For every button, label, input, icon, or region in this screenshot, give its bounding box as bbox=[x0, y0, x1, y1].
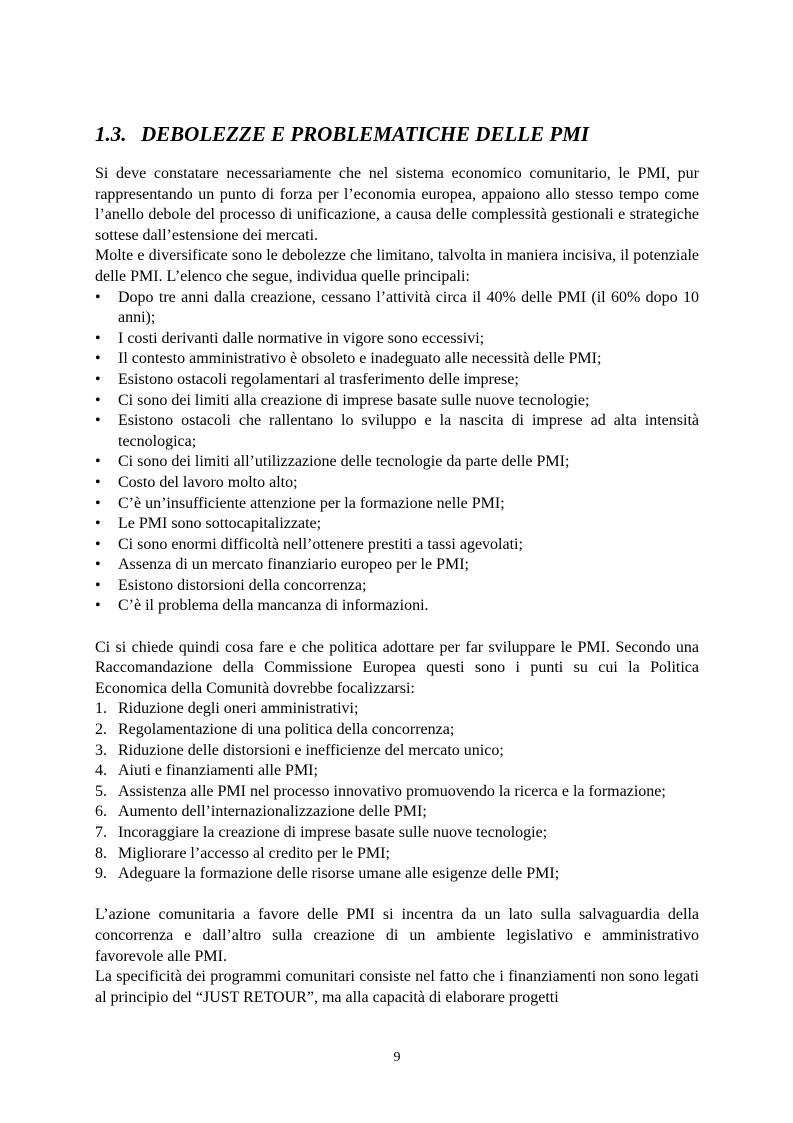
list-item bbox=[95, 844, 699, 865]
list-item bbox=[95, 555, 699, 576]
list-item bbox=[95, 494, 699, 515]
list-item bbox=[95, 370, 699, 391]
bullet-marker: • bbox=[95, 370, 101, 388]
bullet-marker: • bbox=[95, 556, 101, 574]
list-item bbox=[95, 576, 699, 597]
list-item-text: Adeguare la formazione delle risorse umane alle esigenze delle PMI; bbox=[118, 865, 560, 883]
list-item bbox=[95, 864, 699, 885]
list-item bbox=[95, 535, 699, 556]
list-item bbox=[95, 329, 699, 350]
bullet-marker: • bbox=[95, 473, 101, 491]
list-item-number: 4. bbox=[95, 762, 107, 780]
list-item-text: Assenza di un mercato finanziario europeo per le PMI; bbox=[118, 556, 469, 574]
list-item-text: Le PMI sono sottocapitalizzate; bbox=[118, 515, 322, 533]
list-item-number: 6. bbox=[95, 803, 107, 821]
closing-paragraph-1: L’azione comunitaria a favore delle PMI si incentra da un lato sulla salvaguardia della concorrenza e dall’altro sulla creazione di un ambiente legislativo e amministrativo favorevole alle PMI. bbox=[95, 906, 699, 965]
list-item-text: Esistono ostacoli regolamentari al trasferimento delle imprese; bbox=[118, 370, 519, 388]
bullet-marker: • bbox=[95, 494, 101, 512]
list-item bbox=[95, 741, 699, 762]
list-item bbox=[95, 349, 699, 370]
list-item-text: C’è il problema della mancanza di informazioni. bbox=[118, 597, 429, 615]
section-heading bbox=[95, 120, 699, 148]
list-item-number: 3. bbox=[95, 741, 107, 759]
list-item bbox=[95, 823, 699, 844]
list-item-text: Dopo tre anni dalla creazione, cessano l’attività circa il 40% delle PMI (il 60% dopo 10 anni); bbox=[118, 288, 699, 327]
list-item bbox=[95, 473, 699, 494]
list-item-number: 1. bbox=[95, 700, 107, 718]
list-item bbox=[95, 782, 699, 803]
list-item bbox=[95, 761, 699, 782]
list-item-text: Riduzione delle distorsioni e inefficienze del mercato unico; bbox=[118, 741, 504, 759]
intro-paragraph-1: Si deve constatare necessariamente che nel sistema economico comunitario, le PMI, pur rappresentando un punto di forza per l’economia europea, appaiono allo stesso tempo come l’anello debole del processo di unificazione, a causa delle complessità gestionali e strategiche sottese dall’estensione dei mercati. bbox=[95, 165, 699, 244]
list-item-number: 5. bbox=[95, 782, 107, 800]
page-number: 9 bbox=[393, 1050, 401, 1065]
list-item-text: Ci sono dei limiti alla creazione di imprese basate sulle nuove tecnologie; bbox=[118, 391, 590, 409]
list-item-number: 2. bbox=[95, 721, 107, 739]
bullet-marker: • bbox=[95, 412, 101, 430]
list-item-text: Riduzione degli oneri amministrativi; bbox=[118, 700, 359, 718]
list-item-text: Assistenza alle PMI nel processo innovativo promuovendo la ricerca e la formazione; bbox=[118, 782, 666, 800]
section-title: DEBOLEZZE E PROBLEMATICHE DELLE PMI bbox=[141, 122, 590, 146]
bullet-marker: • bbox=[95, 453, 101, 471]
document-body bbox=[95, 164, 699, 1008]
list-item-text: Esistono ostacoli che rallentano lo sviluppo e la nascita di imprese ad alta intensità tecnologica; bbox=[118, 412, 699, 450]
list-item-text: Aumento dell’internazionalizzazione delle PMI; bbox=[118, 803, 427, 821]
bullet-marker: • bbox=[95, 576, 101, 594]
list-item-number: 9. bbox=[95, 865, 107, 883]
bullet-marker: • bbox=[95, 597, 101, 615]
list-item-text: Incoraggiare la creazione di imprese basate sulle nuove tecnologie; bbox=[118, 824, 548, 841]
list-item-text: Esistono distorsioni della concorrenza; bbox=[118, 576, 367, 594]
list-item-number: 8. bbox=[95, 844, 107, 862]
list-item-text: Il contesto amministrativo è obsoleto e inadeguato alle necessità delle PMI; bbox=[118, 350, 602, 368]
bullet-marker: • bbox=[95, 329, 101, 347]
bullet-marker: • bbox=[95, 350, 101, 368]
list-item bbox=[95, 699, 699, 720]
weaknesses-list bbox=[95, 288, 699, 618]
list-item-text: Ci sono enormi difficoltà nell’ottenere prestiti a tassi agevolati; bbox=[118, 535, 523, 553]
list-item-text: I costi derivanti dalle normative in vigore sono eccessivi; bbox=[118, 329, 485, 347]
bullet-marker: • bbox=[95, 535, 101, 553]
closing-paragraph-2: La specificità dei programmi comunitari consiste nel fatto che i finanziamenti non sono legati al principio del “JUST RETOUR”, ma alla capacità di elaborare progetti bbox=[95, 968, 699, 1006]
list-item bbox=[95, 391, 699, 412]
paragraph-spacer bbox=[95, 885, 699, 906]
list-item bbox=[95, 411, 699, 452]
list-item bbox=[95, 596, 699, 617]
bullet-marker: • bbox=[95, 288, 101, 306]
list-item-text: Migliorare l’accesso al credito per le PMI; bbox=[118, 844, 390, 862]
list-item-number: 7. bbox=[95, 824, 107, 841]
list-item-text: Costo del lavoro molto alto; bbox=[118, 473, 298, 491]
list-item-text: Ci sono dei limiti all’utilizzazione delle tecnologie da parte delle PMI; bbox=[118, 453, 570, 471]
policy-points-list bbox=[95, 699, 699, 884]
list-item bbox=[95, 720, 699, 741]
paragraph-spacer bbox=[95, 617, 699, 638]
section-number: 1.3. bbox=[95, 122, 127, 146]
bullet-marker: • bbox=[95, 515, 101, 533]
intro-paragraph-2: Molte e diversificate sono le debolezze che limitano, talvolta in maniera incisiva, il potenziale delle PMI. L’elenco che segue, individua quelle principali: bbox=[95, 247, 699, 285]
bullet-marker: • bbox=[95, 391, 101, 409]
list-item bbox=[95, 802, 699, 823]
list-item bbox=[95, 514, 699, 535]
list-item-text: C’è un’insufficiente attenzione per la formazione nelle PMI; bbox=[118, 494, 505, 512]
list-item bbox=[95, 288, 699, 329]
list-item-text: Aiuti e finanziamenti alle PMI; bbox=[118, 762, 318, 780]
list-item-text: Regolamentazione di una politica della concorrenza; bbox=[118, 721, 455, 739]
policy-paragraph: Ci si chiede quindi cosa fare e che politica adottare per far sviluppare le PMI. Secondo una Raccomandazione della Commissione Europea questi sono i punti su cui la Politica Economica della Comunità dovrebbe focalizzarsi: bbox=[95, 638, 699, 697]
list-item bbox=[95, 452, 699, 473]
